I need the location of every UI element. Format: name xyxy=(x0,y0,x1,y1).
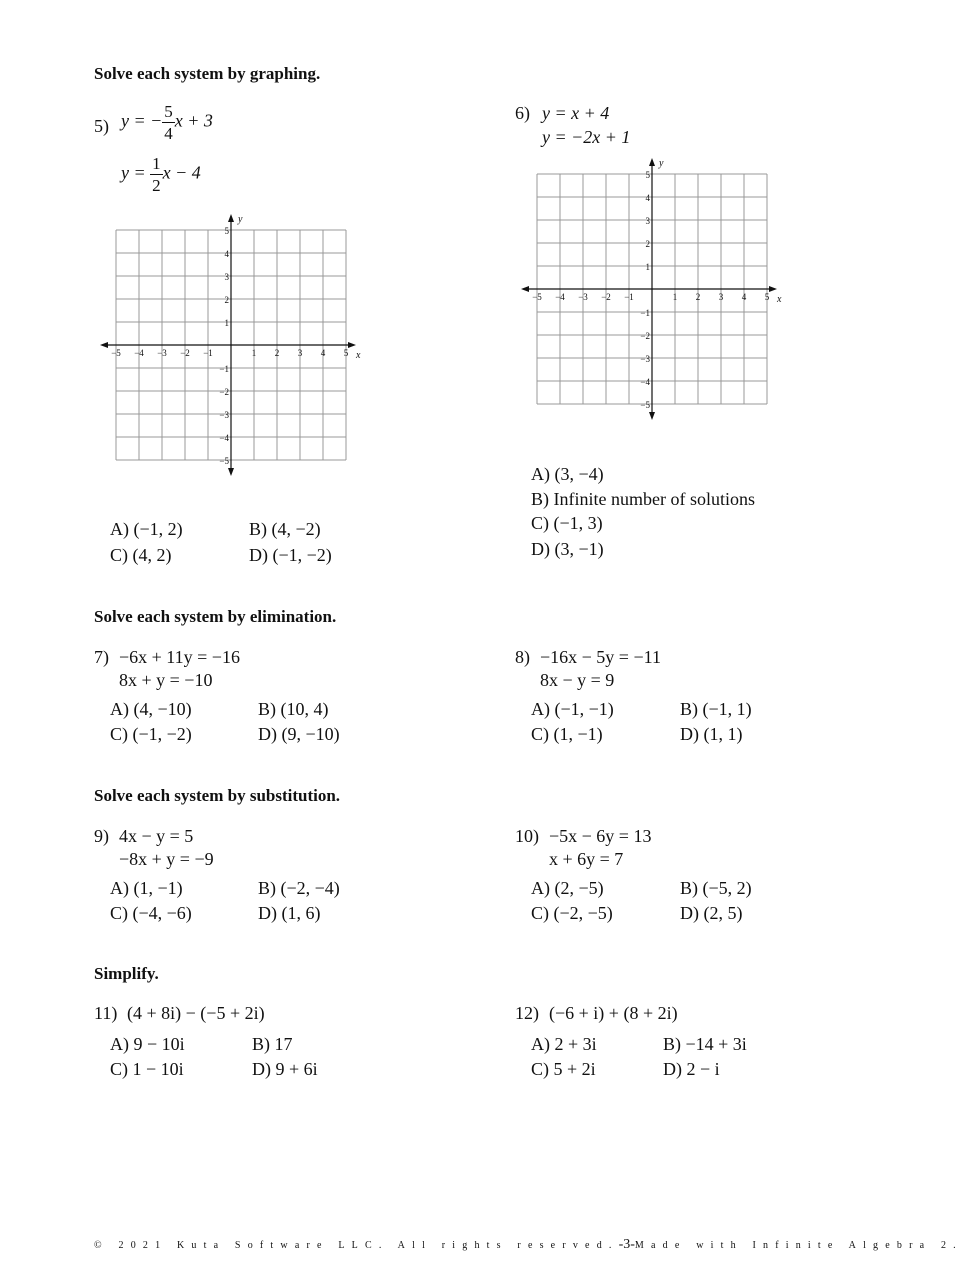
x-axis-arrow-left xyxy=(521,286,529,292)
choice-text: (−1, 1) xyxy=(702,699,752,719)
x-tick-label: −5 xyxy=(532,292,542,302)
choice-letter: D) xyxy=(249,545,268,565)
y-axis-label: y xyxy=(659,158,664,169)
choice-letter: A) xyxy=(531,699,550,719)
choice-b[interactable] xyxy=(663,1034,747,1055)
problem-number: 6) xyxy=(515,103,530,123)
problem-number: 5) xyxy=(94,116,109,136)
choice-c[interactable] xyxy=(531,724,603,745)
problem-number: 11) xyxy=(94,1003,118,1023)
choice-letter: C) xyxy=(110,545,128,565)
choice-text: (1, 1) xyxy=(703,724,743,744)
choice-text: (9, −10) xyxy=(281,724,340,744)
x-tick-label: −3 xyxy=(157,348,167,358)
y-tick-label: −3 xyxy=(219,410,229,420)
choice-text: (1, −1) xyxy=(553,724,603,744)
y-tick-label: 3 xyxy=(645,216,650,226)
eq-rhs: x + 3 xyxy=(174,110,213,131)
equation-2: −8x + y = −9 xyxy=(119,849,214,869)
y-tick-label: 5 xyxy=(224,226,229,236)
x-axis-label: x xyxy=(777,294,782,305)
choice-d[interactable] xyxy=(680,724,743,745)
choice-text: (4, −2) xyxy=(271,519,321,539)
choice-text: 1 − 10i xyxy=(132,1059,184,1079)
choice-letter: D) xyxy=(258,724,277,744)
choice-text: −14 + 3i xyxy=(685,1034,747,1054)
equation-1 xyxy=(121,103,213,142)
section-heading-elimination: Solve each system by elimination. xyxy=(94,607,337,626)
section-heading-graphing: Solve each system by graphing. xyxy=(94,64,321,83)
choice-letter: A) xyxy=(531,878,550,898)
x-tick-label: −5 xyxy=(111,348,121,358)
choice-text: 2 − i xyxy=(686,1059,720,1079)
choice-letter: B) xyxy=(531,489,549,509)
choice-text: (1, 6) xyxy=(281,903,321,923)
choice-letter: D) xyxy=(680,724,699,744)
problem-number: 7) xyxy=(94,647,109,667)
choice-c[interactable] xyxy=(531,903,613,924)
choice-a[interactable] xyxy=(110,699,192,720)
choice-letter: D) xyxy=(531,539,550,559)
choice-letter: C) xyxy=(531,903,549,923)
choice-text: (−1, −1) xyxy=(554,699,614,719)
choice-letter: B) xyxy=(252,1034,270,1054)
y-tick-label: −1 xyxy=(640,308,650,318)
x-tick-label: −3 xyxy=(578,292,588,302)
y-tick-label: −5 xyxy=(219,456,229,466)
choice-letter: B) xyxy=(680,699,698,719)
choice-b[interactable] xyxy=(680,699,752,720)
choice-text: (4, 2) xyxy=(132,545,172,565)
choice-b[interactable] xyxy=(249,519,321,540)
choice-text: (−2, −5) xyxy=(553,903,613,923)
equation-2: x + 6y = 7 xyxy=(549,849,624,869)
x-tick-label: 3 xyxy=(297,348,303,358)
coordinate-grid-5 xyxy=(95,210,370,480)
choice-d[interactable] xyxy=(258,903,321,924)
choice-letter: C) xyxy=(531,1059,549,1079)
x-tick-label: 3 xyxy=(718,292,724,302)
coordinate-grid-6 xyxy=(516,154,791,424)
equation-2 xyxy=(121,155,201,194)
choice-d[interactable] xyxy=(663,1059,720,1080)
y-axis-arrow-down xyxy=(228,468,234,476)
choice-d[interactable] xyxy=(531,539,604,560)
y-tick-label: 1 xyxy=(224,318,229,328)
choice-text: (4, −10) xyxy=(133,699,192,719)
choice-b[interactable] xyxy=(252,1034,293,1055)
x-tick-label: 2 xyxy=(695,292,701,302)
y-tick-label: 4 xyxy=(224,249,229,259)
choice-letter: B) xyxy=(258,699,276,719)
eq-rhs: x − 4 xyxy=(162,162,201,183)
y-tick-label: −1 xyxy=(219,364,229,374)
y-tick-label: −4 xyxy=(640,377,650,387)
y-axis-label: y xyxy=(238,214,243,225)
choice-text: (3, −1) xyxy=(554,539,604,559)
section-heading-substitution: Solve each system by substitution. xyxy=(94,786,341,805)
y-tick-label: −3 xyxy=(640,354,650,364)
y-tick-label: −4 xyxy=(219,433,229,443)
y-tick-label: −2 xyxy=(640,331,650,341)
y-tick-label: 2 xyxy=(645,239,650,249)
x-axis-arrow-right xyxy=(769,286,777,292)
x-tick-label: −4 xyxy=(555,292,565,302)
choice-c[interactable] xyxy=(531,1059,596,1080)
equation-1: −6x + 11y = −16 xyxy=(119,647,240,667)
numerator: 1 xyxy=(152,154,161,173)
choice-text: (−1, 3) xyxy=(553,513,603,533)
choice-letter: D) xyxy=(258,903,277,923)
choice-c[interactable] xyxy=(110,903,192,924)
footer-copyright: © 2021 Kuta Software LLC. All rights reserved. xyxy=(94,1240,619,1251)
y-axis-arrow-up xyxy=(649,158,655,166)
footer-made-with: Made with Infinite Algebra 2. xyxy=(634,1240,963,1251)
y-tick-label: 3 xyxy=(224,272,229,282)
choice-letter: B) xyxy=(663,1034,681,1054)
problem-number: 10) xyxy=(515,826,539,846)
choice-letter: B) xyxy=(680,878,698,898)
choice-letter: B) xyxy=(249,519,267,539)
choice-letter: A) xyxy=(110,878,129,898)
choice-text: Infinite number of solutions xyxy=(553,489,755,509)
choice-text: (3, −4) xyxy=(554,464,604,484)
x-axis-arrow-right xyxy=(348,342,356,348)
x-axis-label: x xyxy=(356,350,361,361)
choice-a[interactable] xyxy=(531,1034,597,1055)
equation-2: y = −2x + 1 xyxy=(542,127,631,147)
equation-1: −5x − 6y = 13 xyxy=(549,826,652,846)
choice-text: (−1, −2) xyxy=(272,545,332,565)
choice-letter: D) xyxy=(663,1059,682,1079)
choice-c[interactable] xyxy=(110,1059,184,1080)
y-tick-label: 1 xyxy=(645,262,650,272)
choice-c[interactable] xyxy=(110,545,172,566)
choice-text: (−1, −2) xyxy=(132,724,192,744)
choice-b[interactable] xyxy=(258,878,340,899)
x-tick-label: 1 xyxy=(672,292,678,302)
choice-a[interactable] xyxy=(531,699,614,720)
choice-text: (2, −5) xyxy=(554,878,604,898)
problem-number: 12) xyxy=(515,1003,539,1023)
choice-letter: B) xyxy=(258,878,276,898)
choice-letter: A) xyxy=(531,464,550,484)
choice-c[interactable] xyxy=(531,513,603,534)
choice-text: 2 + 3i xyxy=(554,1034,597,1054)
page-number: -3- xyxy=(618,1237,635,1252)
x-tick-label: 4 xyxy=(741,292,747,302)
denominator: 2 xyxy=(152,176,161,195)
choice-b[interactable] xyxy=(680,878,752,899)
x-tick-label: −4 xyxy=(134,348,144,358)
fraction xyxy=(150,155,163,194)
choice-text: 5 + 2i xyxy=(553,1059,596,1079)
fraction xyxy=(162,103,175,142)
x-tick-label: −2 xyxy=(601,292,611,302)
equation-1: y = x + 4 xyxy=(542,103,610,123)
equation-2: 8x + y = −10 xyxy=(119,670,213,690)
choice-a[interactable] xyxy=(531,878,604,899)
choice-text: 9 + 6i xyxy=(275,1059,318,1079)
choice-text: (−5, 2) xyxy=(702,878,752,898)
expression: (4 + 8i) − (−5 + 2i) xyxy=(127,1003,265,1023)
x-tick-label: 4 xyxy=(320,348,326,358)
choice-letter: A) xyxy=(110,699,129,719)
y-tick-label: 5 xyxy=(645,170,650,180)
choice-a[interactable] xyxy=(531,464,604,485)
equation-1: 4x − y = 5 xyxy=(119,826,194,846)
choice-letter: C) xyxy=(110,1059,128,1079)
x-axis-arrow-left xyxy=(100,342,108,348)
choice-text: (1, −1) xyxy=(133,878,183,898)
choice-text: (−1, 2) xyxy=(133,519,183,539)
footer xyxy=(94,1237,963,1253)
choice-c[interactable] xyxy=(110,724,192,745)
choice-letter: A) xyxy=(110,1034,129,1054)
choice-letter: C) xyxy=(531,513,549,533)
section-heading-simplify: Simplify. xyxy=(94,964,159,983)
choice-text: (10, 4) xyxy=(280,699,329,719)
choice-text: (2, 5) xyxy=(703,903,743,923)
x-tick-label: 1 xyxy=(251,348,257,358)
choice-text: (−4, −6) xyxy=(132,903,192,923)
y-tick-label: −5 xyxy=(640,400,650,410)
problem-number: 9) xyxy=(94,826,109,846)
eq-lhs: y = xyxy=(121,162,151,183)
equation-2: 8x − y = 9 xyxy=(540,670,615,690)
choice-a[interactable] xyxy=(110,1034,185,1055)
numerator: 5 xyxy=(164,102,173,121)
choice-a[interactable] xyxy=(110,878,183,899)
y-tick-label: 2 xyxy=(224,295,229,305)
denominator: 4 xyxy=(164,124,173,143)
equation-1: −16x − 5y = −11 xyxy=(540,647,661,667)
choice-letter: D) xyxy=(680,903,699,923)
choice-text: 17 xyxy=(274,1034,293,1054)
choice-letter: A) xyxy=(110,519,129,539)
choice-letter: C) xyxy=(110,724,128,744)
choice-b[interactable] xyxy=(258,699,329,720)
x-tick-label: 5 xyxy=(764,292,770,302)
x-tick-label: 2 xyxy=(274,348,280,358)
problem-number: 8) xyxy=(515,647,530,667)
y-tick-label: −2 xyxy=(219,387,229,397)
choice-d[interactable] xyxy=(258,724,340,745)
choice-b[interactable] xyxy=(531,489,755,510)
eq-lhs: y = − xyxy=(121,110,163,131)
expression: (−6 + i) + (8 + 2i) xyxy=(549,1003,678,1023)
x-tick-label: −2 xyxy=(180,348,190,358)
y-axis-arrow-down xyxy=(649,412,655,420)
choice-letter: C) xyxy=(110,903,128,923)
choice-letter: A) xyxy=(531,1034,550,1054)
choice-text: (−2, −4) xyxy=(280,878,340,898)
choice-d[interactable] xyxy=(249,545,332,566)
choice-a[interactable] xyxy=(110,519,183,540)
choice-d[interactable] xyxy=(680,903,743,924)
x-tick-label: 5 xyxy=(343,348,349,358)
y-tick-label: 4 xyxy=(645,193,650,203)
choice-letter: C) xyxy=(531,724,549,744)
x-tick-label: −1 xyxy=(203,348,213,358)
y-axis-arrow-up xyxy=(228,214,234,222)
choice-letter: D) xyxy=(252,1059,271,1079)
choice-text: 9 − 10i xyxy=(133,1034,185,1054)
x-tick-label: −1 xyxy=(624,292,634,302)
choice-d[interactable] xyxy=(252,1059,318,1080)
